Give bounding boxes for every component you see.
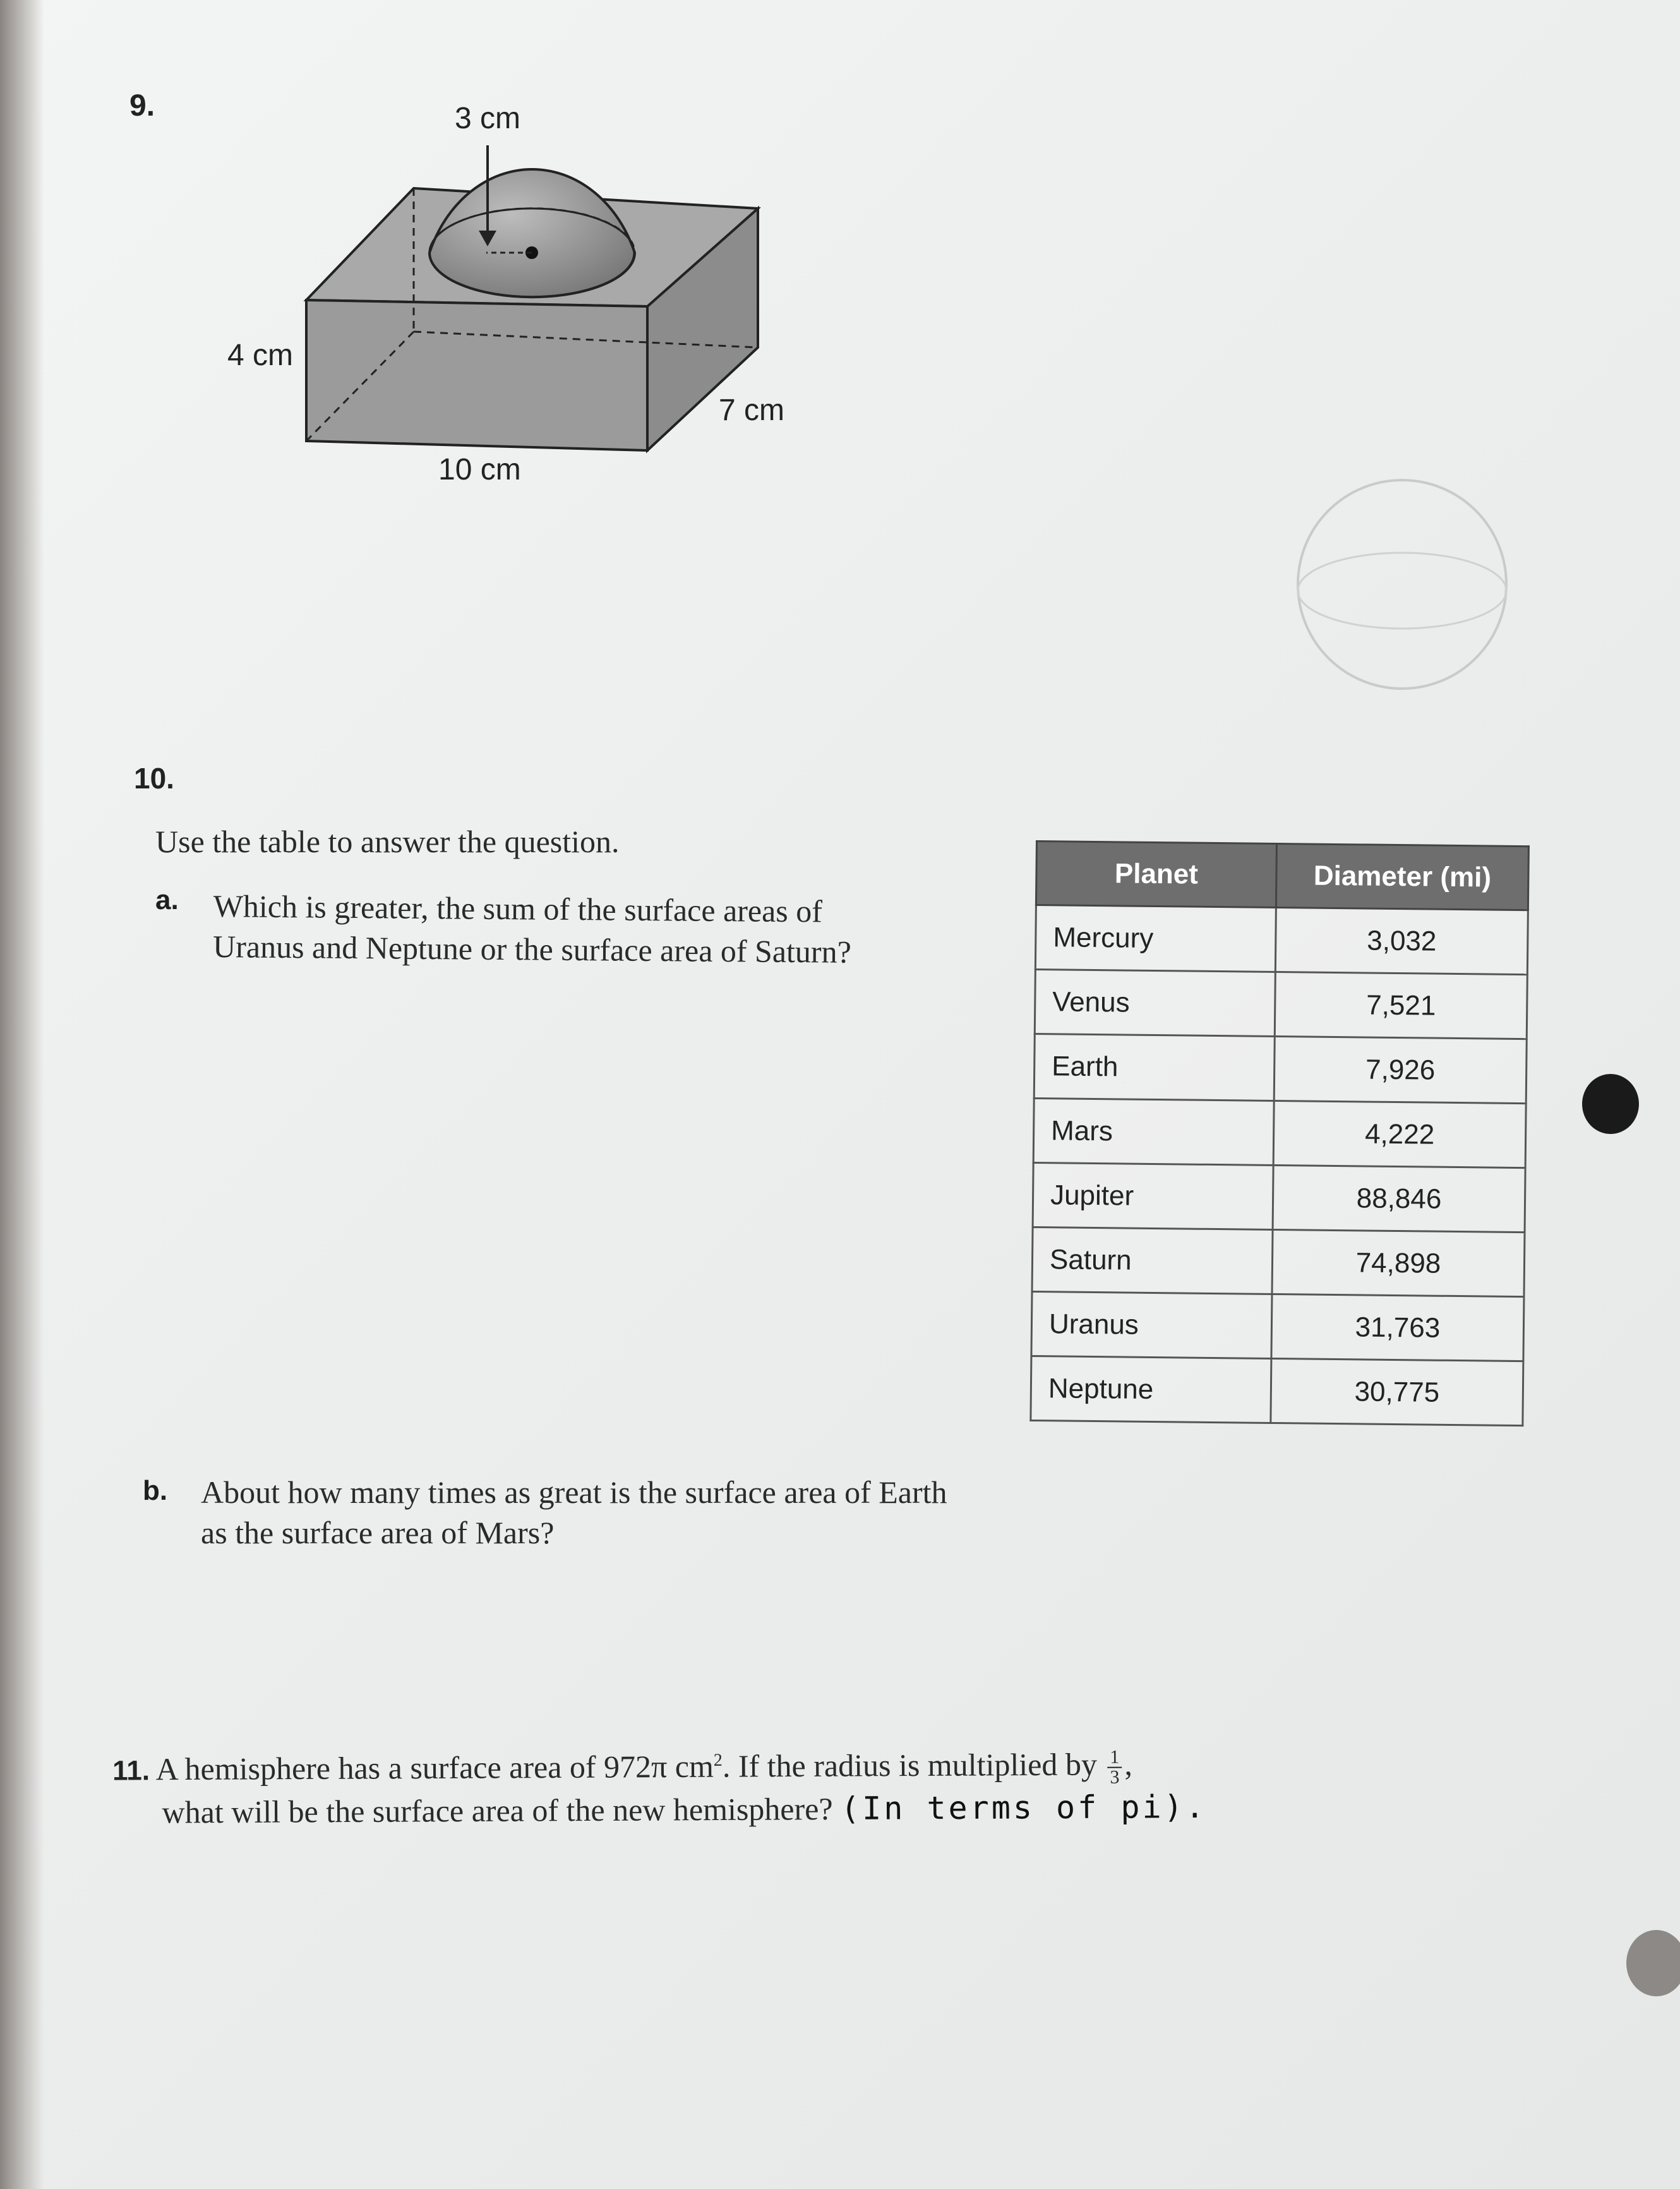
- part-a-line-2: Uranus and Neptune or the surface area of Saturn?: [212, 928, 852, 970]
- table-row: [1032, 1227, 1525, 1296]
- binder-hole-upper: [1582, 1074, 1639, 1134]
- planet-diameter: 7,521: [1275, 972, 1527, 1039]
- part-a-letter: a.: [155, 884, 179, 915]
- header-diameter: Diameter (mi): [1276, 843, 1528, 910]
- binder-hole-lower: [1626, 1930, 1680, 1996]
- question-11-text-a: A hemisphere has a surface area of 972π cm: [155, 1748, 714, 1787]
- question-11-text-b: . If the radius is multiplied by: [722, 1746, 1098, 1784]
- planet-name: Venus: [1035, 970, 1275, 1037]
- planet-name: Mars: [1033, 1098, 1274, 1165]
- page-edge-shadow: [0, 0, 44, 2189]
- table-row: [1033, 1162, 1525, 1232]
- handwritten-note: (In terms of pi).: [840, 1788, 1207, 1828]
- header-planet: Planet: [1036, 841, 1276, 908]
- planet-diameter: 88,846: [1273, 1165, 1525, 1232]
- question-11-line-1: [112, 1738, 1207, 1792]
- radius-label: 3 cm: [455, 102, 521, 135]
- question-11-number: 11.: [112, 1755, 150, 1787]
- question-11-text-c: what will be the surface area of the new hemisphere?: [162, 1791, 833, 1830]
- part-b-question: [201, 1472, 947, 1553]
- question-9-number: 9.: [129, 89, 155, 123]
- box-with-hemisphere-diagram: [278, 95, 808, 499]
- height-label: 4 cm: [227, 339, 294, 372]
- question-11: [112, 1738, 1207, 1833]
- planet-diameter: 4,222: [1273, 1101, 1526, 1167]
- planet-name: Saturn: [1032, 1227, 1273, 1294]
- question-11-comma: ,: [1124, 1746, 1133, 1782]
- table-row: [1035, 905, 1528, 975]
- planet-diameter: 74,898: [1272, 1229, 1525, 1296]
- bleed-through-sphere: [1288, 471, 1516, 698]
- part-b-line-1: About how many times as great is the surface area of Earth: [201, 1474, 947, 1510]
- table-row: [1033, 1098, 1526, 1167]
- planet-diameter: 3,032: [1275, 907, 1528, 974]
- table-row: [1031, 1291, 1524, 1361]
- table-header-row: [1036, 841, 1528, 910]
- table-row: [1031, 1356, 1523, 1425]
- hemisphere-shape: [429, 169, 635, 297]
- planet-name: Earth: [1034, 1034, 1275, 1101]
- planet-name: Mercury: [1035, 905, 1276, 972]
- part-b-line-2: as the surface area of Mars?: [201, 1515, 555, 1550]
- planet-name: Jupiter: [1033, 1162, 1273, 1229]
- planet-diameter-table: [1029, 840, 1530, 1426]
- question-11-line-2: [112, 1787, 1207, 1833]
- question-10-number: 10.: [134, 762, 174, 795]
- one-third-fraction: [1107, 1748, 1122, 1787]
- part-a-question: [213, 886, 852, 972]
- table-row: [1035, 970, 1527, 1039]
- planet-diameter: 31,763: [1271, 1294, 1524, 1361]
- planet-diameter: 7,926: [1274, 1036, 1527, 1103]
- depth-label: 7 cm: [719, 394, 785, 427]
- length-label: 10 cm: [438, 453, 521, 486]
- box-front-face: [306, 300, 647, 450]
- part-a-line-1: Which is greater, the sum of the surface areas of: [213, 888, 823, 929]
- question-10-intro: Use the table to answer the question.: [155, 824, 620, 859]
- fraction-denominator: 3: [1110, 1766, 1120, 1788]
- fraction-numerator: 1: [1107, 1748, 1122, 1768]
- squared-superscript: 2: [713, 1750, 723, 1771]
- planet-name: Uranus: [1031, 1291, 1272, 1358]
- part-b-letter: b.: [143, 1475, 168, 1506]
- table-row: [1034, 1034, 1527, 1103]
- planet-diameter: 30,775: [1271, 1358, 1523, 1425]
- planet-name: Neptune: [1031, 1356, 1271, 1423]
